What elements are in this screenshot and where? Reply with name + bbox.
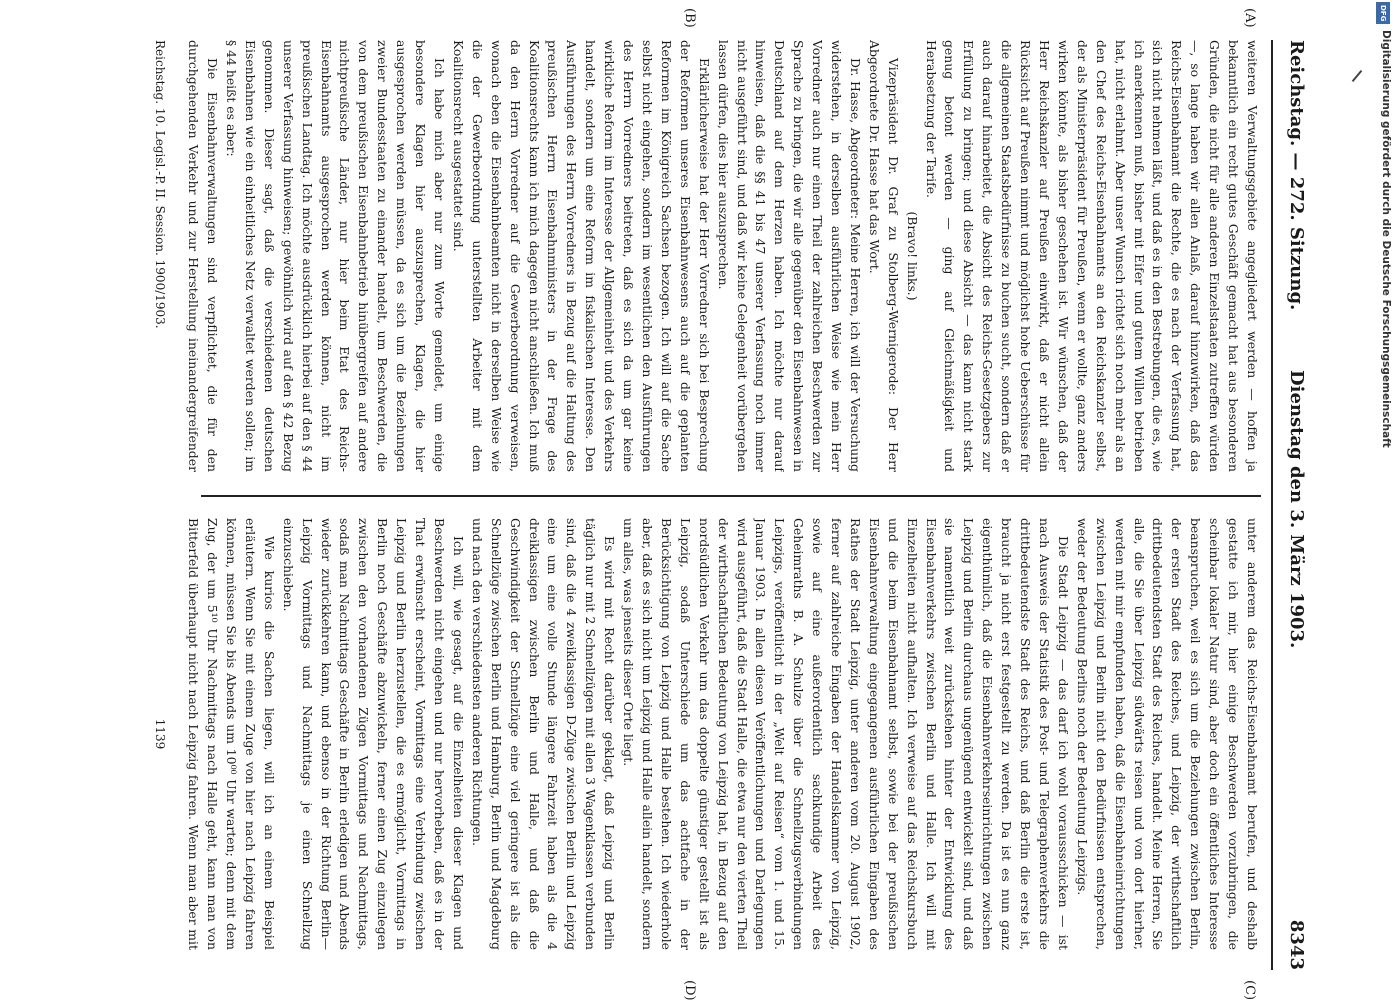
paragraph: Dr. Hasse, Abgeordneter: Meine Herren, ich will der Versuchung widerstehen, in derselben ausführlichen Weise wie mein Herr Vorredner auch nur einen Theil der zahlreichen Beschwerden zur Sprache zu bringen, die wir alle gegenüber den Eisenbahnwesen in Deutschland auf dem Herzen haben. Ich möchte nur darauf hinweisen, daß die §§ 41 bis 47 unserer Verfassung noch immer nicht ausgeführt sind, und daß wir keine Gelegenheit vorübergehen lassen dürfen, dies hier auszusprechen.: [715, 40, 863, 472]
margin-letter-b: (B): [682, 8, 697, 28]
margin-letter-a: (A): [1242, 8, 1257, 28]
header-page-number: 8343: [1286, 919, 1307, 970]
paragraph: Ich will, wie gesagt, auf die Einzelheiten dieser Klagen und Beschwerden nicht eingehen und nur hervorheben, daß es in der That erwünscht erscheint, Vormittags eine Verbindung zwischen Leipzig und Berlin herzustellen, die es ermöglicht, Vormittags in Berlin noch Geschäfte abzuwickeln, ferner einen Zug einzulegen zwischen den vorhandenen Zügen Vormittags und Nachmittags, sodaß man Nachmittags Geschäfte in Berlin erledigen und Abends wieder zurückkehren kann, und ebenso in der Richtung Berlin—Leipzig Vormittags und Nachmittags je einen Schnellzug einzuschieben.: [280, 518, 466, 950]
paragraph: Ich habe mich aber nur zum Worte gemeldet, um einige besondere Klagen hier auszusprechen, Klagen, die hier ausgesprochen werden müssen, da es sich um die Beziehungen zweier Bundesstaaten zu einander handelt, um Beschwerden, die von dem preußischen Eisenbahnbetrieb hinübergreifen auf andere nichtpreußische Länder, nur hier beim Etat des Reichs-Eisenbahnamts ausgesprochen werden können, nicht im preußischen Landtag. Ich möchte ausdrücklich hierbei auf den § 44 unserer Verfassung hinweisen; gewöhnlich wird auf den § 42 Bezug genommen. Dieser sagt, daß die verschiedenen deutschen Eisenbahnen wie ein einheitliches Netz verwaltet werden sollen; im § 44 heißt es aber:: [224, 40, 448, 472]
quotation: Die Eisenbahnverwaltungen sind verpflichtet, die für den durchgehenden Verkehr und zur Herstellung ineinandergreifender: [186, 40, 221, 472]
column-divider: [201, 495, 1261, 497]
paragraph: unter anderem das Reichs-Eisenbahnamt berufen, und deshalb gestatte ich mir, hier einige Beschwerden vorzubringen, die scheinbar lokaler Natur sind, aber doch ein öffentliches Interesse beanspruchen, weil es sich um die Beziehungen zwischen Berlin, der ersten Stadt des Reiches, und Leipzig, der wirthschaftlich drittbedeutendsten Stadt des Reiches, handelt. Meine Herren, Sie alle, die Sie über Leipzig südwärts reisen und von dort hierher, werden mit mir empfunden haben, daß die Eisenbahneinrichtungen zwischen Leipzig und Berlin nicht den Bedürfnissen entsprechen, weder der Bedeutung Berlins noch der Bedeutung Leipzigs.: [1074, 518, 1260, 950]
footer-sheet-number: 1139: [153, 718, 167, 750]
page-header: [1277, 40, 1317, 970]
paragraph: Erklärlicherweise hat der Herr Vorredner sich bei Besprechung der Reformen unseres Eisenbahnwesens auch auf die geplanten Reformen im Königreich Sachsen bezogen. Ich will auf die Sache selbst nicht eingehen, sondern im wesentlichen den Ausführungen des Herrn Vorredners beitreten, daß es sich da um gar keine wirkliche Reform im Interesse der Allgemeinheit und des Verkehrs handelt, sondern um eine Reform im fiskalischen Interesse. Den Ausführungen des Herrn Vorredners in Bezug auf die Haltung des preußischen Herrn Eisenbahnministers in der Frage des Koalitionsrechts kann ich mich dagegen nicht anschließen. Ich muß da den Herrn Vorredner auf die Gewerbeordnung verweisen, wonach eben die Eisenbahnbeamten nicht in derselben Weise wie die der Gewerbeordnung unterstellten Arbeiter mit dem Koalitionsrecht ausgestattet sind.: [450, 40, 712, 472]
left-column: [181, 40, 1261, 472]
footer-session: Reichstag. 10. Legisl.-P. II. Session. 1900/1903.: [153, 40, 167, 329]
header-rule: [1271, 40, 1273, 970]
paper: [77, 8, 1317, 1001]
digitization-stamp: [1372, 0, 1397, 1000]
header-session: Reichstag. — 272. Sitzung.: [1286, 40, 1307, 311]
right-column: [181, 518, 1261, 950]
funding-text: Digitalisierung gefördert durch die Deutsche Forschungsgemeinschaft: [1380, 30, 1392, 448]
paragraph: Die Stadt Leipzig — das darf ich wohl voraussschicken — ist nach Ausweis der Statistik des Post- und Telegraphenverkehrs die drittbedeutendste Stadt des Reichs, und daß Berlin die erste ist, braucht ja nicht erst festgestellt zu werden. Da ist es nun ganz eigenthümlich, daß die Eisenbahnverkehrseinrichtungen zwischen Leipzig und Berlin durchaus ungenügend entwickelt sind, und daß sie namentlich weit zurückstehen hinter der Entwicklung des Eisenbahnverkehrs zwischen Berlin und Halle. Ich will mit Einzelheiten nicht aufhalten. Ich verweise auf das Reichskursbuch und die beim Eisenbahnamt selbst, sowie bei der preußischen Eisenbahnverwaltung eingegangenen ausführlichen Eingaben des Rathes der Stadt Leipzig, unter anderen vom 20. August 1902, ferner auf zahlreiche Eingaben der Handelskammer von Leipzig, sowie auf eine außerordentlich sachkundige Arbeit des Geheimraths B. A. Schulze über die Schnellzugsverbindungen Leipzigs, veröffentlicht in der „Welt auf Reisen“ vom 1. und 15. Januar 1903. In allen diesen Veröffentlichungen und Darlegungen wird ausgeführt, daß die Stadt Halle, die etwa nur den vierten Theil der wirthschaftlichen Bedeutung von Leipzig hat, in Bezug auf den nordsüdlichen Verkehr um das doppelte günstiger gestellt ist als Leipzig, sodaß Unterschiede um das achtfache in der Berücksichtigung von Leipzig und Halle bestehen. Ich wiederhole aber, daß es sich nicht um Leipzig und Halle allein handelt, sondern um alles, was jenseits dieser Orte liegt.: [621, 518, 1071, 950]
dfg-logo: DFG: [1376, 2, 1390, 24]
paragraph: weiteren Verwaltungsgebiete angegliedert werden — hoffen ja bekanntlich ein recht gutes Geschäft gemacht hat aus besonderen Gründen, die nicht für alle anderen Einzelstaaten zutreffen würden —, so lange haben wir allen Anlaß, darauf hinzuwirken, daß das Reichs-Eisenbahnamt die Rechte, die es nach der Verfassung hat, sich nicht nehmen läßt, und daß es in den Bestrebungen, die es, wie ich anerkennen muß, bisher mit Eifer und gutem Willen betrieben hat, nicht erlahmt. Aber unser Wunsch richtet sich noch mehr als an den Chef des Reichs-Eisenbahnamts an den Reichskanzler selbst, der als Ministerpräsident für Preußen, wenn er wollte, ganz anders wirken könnte, als bisher geschehen ist. Wir wünschen, daß der Herr Reichskanzler auf Preußen einwirkt, daß er nicht allein Rücksicht auf Preußen nimmt und möglichst hohe Ueberschüsse für die allgemeinen Staatsbedürfnisse zu buchen sucht, sondern daß er auch darauf hinarbeitet, die Absicht des Reichs-Gesetzgebers zur Erfüllung zu bringen; und diese Absicht — das kann nicht stark genug betont werden — ging auf Gleichmäßigkeit und Herabsetzung der Tarife.: [923, 40, 1260, 472]
margin-letter-c: (C): [1242, 980, 1257, 1001]
funding-note: [1372, 0, 1392, 1000]
header-date: Dienstag den 3. März 1903.: [1286, 370, 1307, 649]
paragraph: Wie kurios die Sachen liegen, will ich an einem Beispiel erläutern. Wenn Sie mit einem Zuge von hier nach Leipzig fahren können, müssen Sie bis Abends um 10⁰⁰ Uhr warten; denn mit dem Zug, der um 5¹⁰ Uhr Nachmittags nach Halle geht, kann man von Bitterfeld überhaupt nicht nach Leipzig fahren. Wenn man aber mit: [186, 518, 277, 950]
paragraph: Es wird mit Recht darüber geklagt, daß Leipzig und Berlin täglich nur mit 2 Schnellzügen mit allen 3 Wagenklassen verbunden sind, daß die 4 zweiklassigen D-Züge zwischen Berlin und Leipzig eine um eine volle Stunde längere Fahrzeit haben als die 4 dreiklassigen zwischen Berlin und Halle, und daß die Geschwindigkeit der Schnellzüge eine viel geringere ist als die Schnellzüge zwischen Berlin und Hamburg, Berlin und Magdeburg und nach den verschiedensten anderen Richtungen.: [469, 518, 618, 950]
margin-letter-d: (D): [682, 980, 697, 1001]
interjection: (Bravo! links.): [904, 211, 920, 301]
paragraph: Vizepräsident Dr. Graf zu Stolberg-Wernigerode: Der Herr Abgeordnete Dr. Hasse hat das Wort.: [866, 40, 901, 472]
